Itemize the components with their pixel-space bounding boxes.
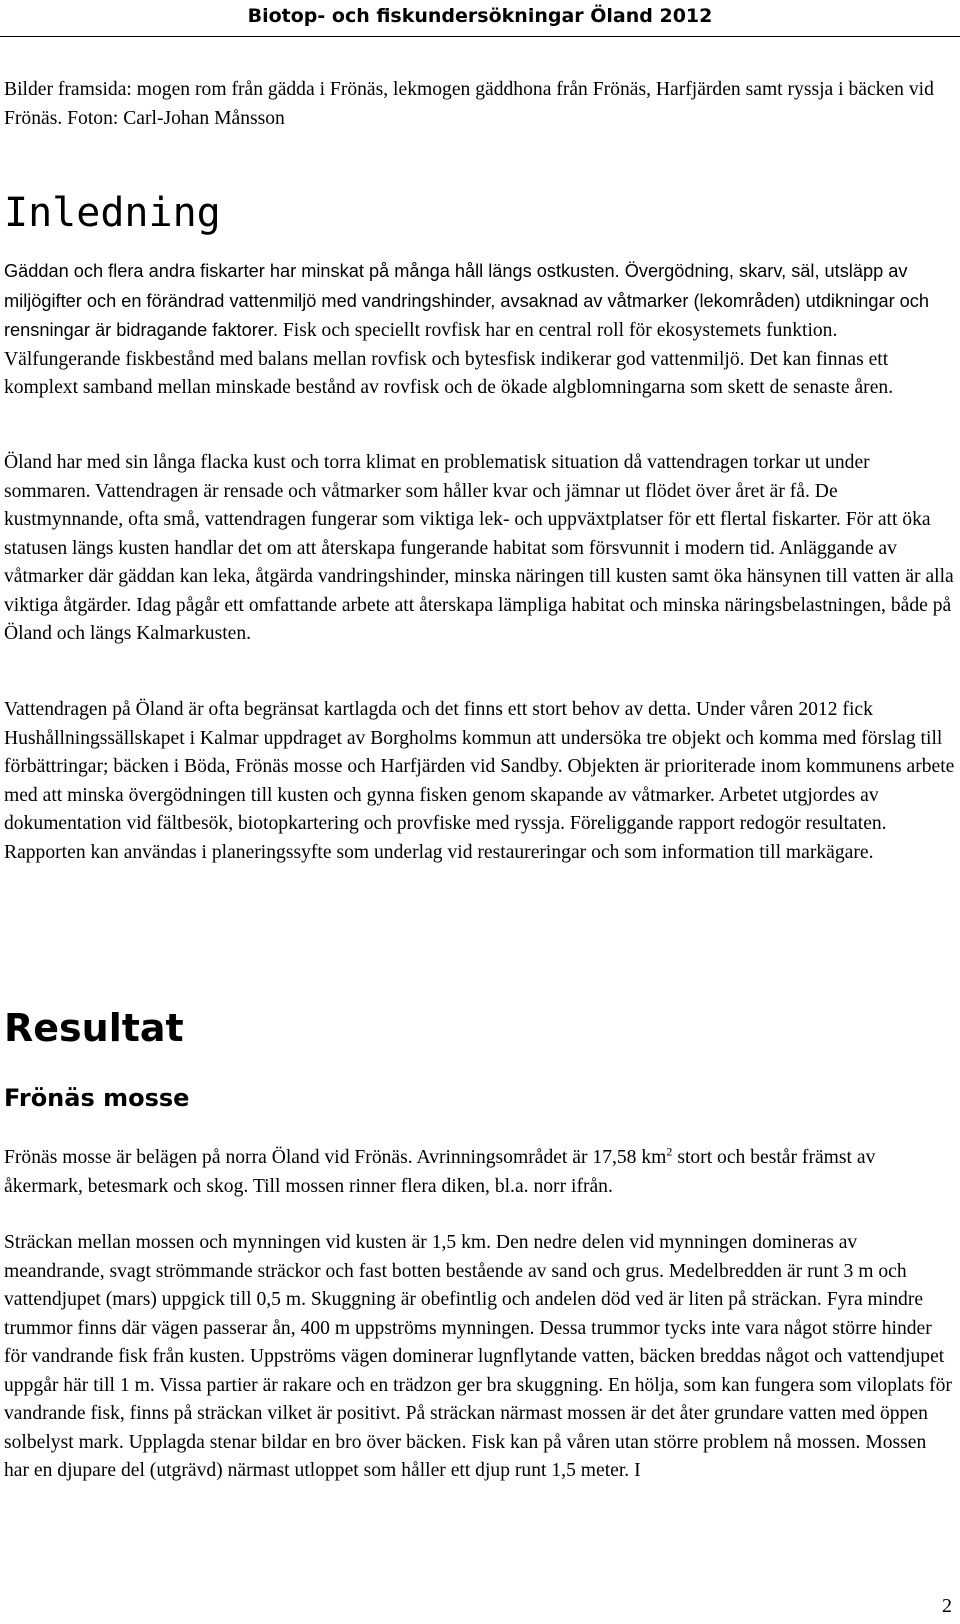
intro-paragraph-1-serif-part: Fisk och speciellt rovfisk har en central roll för ekosystemets funktion. Välfungerande fiskbestånd med balans mellan rovfisk och bytesfisk indikerar god vattenmiljö. Det kan finnas ett komplext samband mellan minskade bestånd av rovfisk och de ökade algblomningarna som skett de senaste åren. bbox=[4, 320, 894, 398]
intro-paragraph-3: Vattendragen på Öland är ofta begränsat kartlagda och det finns ett stort behov av detta. Under våren 2012 fick Hushållningssällskapet i Kalmar uppdraget av Borgholms kommun att undersöka tre objekt och komma med förslag till förbättringar; bäcken i Böda, Frönäs mosse och Harfjärden vid Sandby. Objekten är prioriterade inom kommunens arbete med att minska övergödningen till kusten och gynna fisken genom skapande av våtmarker. Arbetet utgjordes av dokumentation vid fältbesök, biotopkartering och provfiske med ryssja. Föreliggande rapport redogör resultaten. Rapporten kan användas i planeringssyfte som underlag vid restaureringar och som information till markägare. bbox=[4, 699, 955, 863]
page-number: 2 bbox=[942, 1595, 952, 1617]
header-divider bbox=[0, 36, 960, 37]
intro-paragraph-2: Öland har med sin långa flacka kust och torra klimat en problematisk situation då vattendragen torkar ut under sommaren. Vattendragen är rensade och våtmarker som håller kvar och jämnar ut flödet över året är få. De kustmynnande, ofta små, vattendragen fungerar som viktiga lek- och uppväxtplatser för ett flertal fiskarter. För att öka statusen längs kusten handlar det om att återskapa fungerande habitat som försvunnit i modern tid. Anläggande av våtmarker där gäddan kan leka, åtgärda vandringshinder, minska näringen till kusten samt öka hänsynen till vatten är alla viktiga åtgärder. Idag pågår ett omfattande arbete att återskapa lämpliga habitat och minska näringsbelastningen, både på Öland och längs Kalmarkusten. bbox=[4, 452, 954, 644]
results-paragraph-1-text-a: Frönäs mosse är belägen på norra Öland vid Frönäs. Avrinningsområdet är 17,58 km bbox=[4, 1147, 667, 1168]
subsection-heading-fronas-mosse: Frönäs mosse bbox=[4, 1084, 190, 1112]
section-heading-inledning: Inledning bbox=[4, 190, 221, 236]
superscript-two: 2 bbox=[666, 1144, 673, 1159]
intro-paragraph-1 bbox=[4, 257, 956, 403]
cover-photo-caption: Bilder framsida: mogen rom från gädda i Frönäs, lekmogen gäddhona från Frönäs, Harfjärden samt ryssja i bäcken vid Frönäs. Foton: Carl-Johan Månsson bbox=[4, 79, 934, 129]
results-paragraph-2: Sträckan mellan mossen och mynningen vid kusten är 1,5 km. Den nedre delen vid mynningen domineras av meandrande, svagt strömmande sträckor och fast botten bestående av sand och grus. Medelbredden är runt 3 m och vattendjupet (mars) uppgick till 0,5 m. Skuggning är obefintlig och andelen död ved är liten på sträckan. Fyra mindre trummor finns där vägen passerar ån, 400 m uppströms mynningen. Dessa trummor tycks inte vara något större hinder för vandrande fisk från kusten. Uppströms vägen dominerar lugnflytande vatten, bäcken breddas något och vattendjupet uppgår här till 1 m. Vissa partier är rakare och en trädzon ger bra skuggning. En hölja, som kan fungera som viloplats för vandrande fisk, finns på sträckan vilket är positivt. På sträckan närmast mossen är det åter grundare vatten med öppen solbelyst mark. Upplagda stenar bildar en bro över bäcken. Fisk kan på våren utan större problem nå mossen. Mossen har en djupare del (utgrävd) närmast utloppet som håller ett djup runt 1,5 meter. I bbox=[4, 1232, 952, 1481]
intro-paragraph-1-sans-part: Gäddan och flera andra fiskarter har minskat på många håll längs ostkusten. Övergödning, skarv, säl, utsläpp av miljögifter och en förändrad vattenmiljö med vandringshinder, avsaknad av våtmarker (lekområden) utdikningar och rensningar är bidragande faktorer. bbox=[4, 261, 930, 340]
results-paragraph-1-text-b: stort och består främst av åkermark, betesmark och skog. Till mossen rinner flera diken, bl.a. norr ifrån. bbox=[4, 1147, 876, 1197]
page-header-title: Biotop- och fiskundersökningar Öland 2012 bbox=[247, 5, 713, 27]
results-paragraph-1 bbox=[4, 1144, 956, 1201]
section-heading-resultat: Resultat bbox=[4, 1006, 184, 1050]
